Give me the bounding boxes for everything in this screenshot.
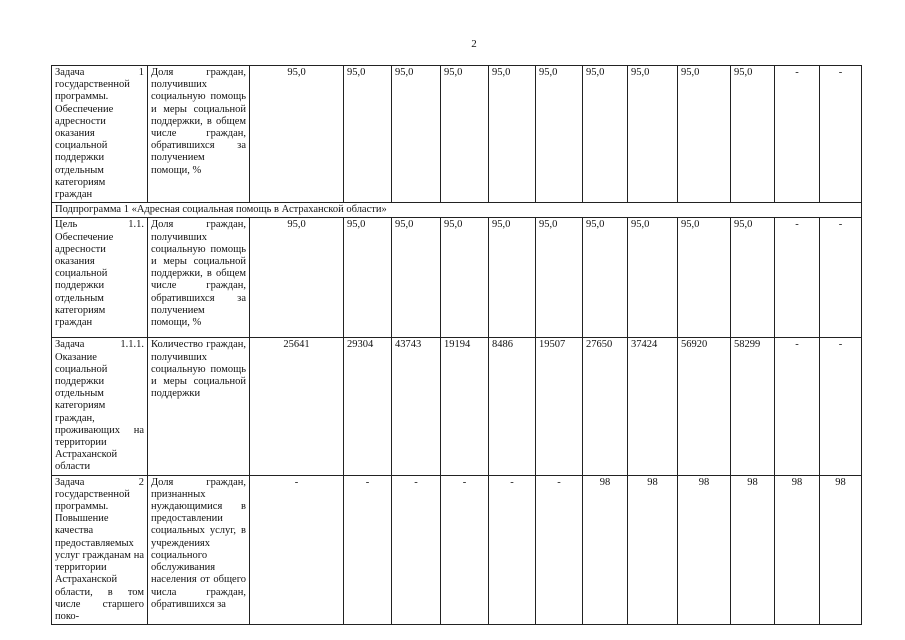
value-cell: 27650 (583, 338, 628, 475)
row-indicator: Количество граждан, получивших социальную помощь и меры социальной поддержки (148, 338, 250, 475)
value-cell: - (775, 218, 820, 338)
value-cell: 95,0 (392, 66, 441, 203)
table-row (52, 338, 862, 475)
value-cell: - (536, 475, 583, 624)
value-cell: 95,0 (583, 218, 628, 338)
value-cell: 98 (731, 475, 775, 624)
value-cell: - (344, 475, 392, 624)
value-cell: 37424 (628, 338, 678, 475)
value-cell: 98 (820, 475, 862, 624)
table-row (52, 66, 862, 203)
value-cell: 98 (678, 475, 731, 624)
row-indicator: Доля граждан, получивших социальную помощь и меры социальной поддержки, в общем числе граждан, обратившихся за получением помощи, % (148, 218, 250, 338)
indicators-table (51, 65, 862, 625)
value-cell: 95,0 (536, 218, 583, 338)
value-cell: - (820, 66, 862, 203)
value-cell: - (392, 475, 441, 624)
value-cell: - (775, 338, 820, 475)
value-cell: - (775, 66, 820, 203)
value-cell: 98 (775, 475, 820, 624)
row-indicator: Доля граждан, признанных нуждающимися в предоставлении социальных услуг, в учреждениях социального обслуживания населения от общего числа граждан, обратившихся за (148, 475, 250, 624)
value-cell: 95,0 (731, 66, 775, 203)
value-cell: - (250, 475, 344, 624)
value-cell: 95,0 (250, 66, 344, 203)
value-cell: 56920 (678, 338, 731, 475)
value-cell: 95,0 (344, 218, 392, 338)
row-label: Цель 1.1. Обеспечение адресности оказания социальной поддержки отдельным категориям граждан (52, 218, 148, 338)
value-cell: - (820, 218, 862, 338)
value-cell: - (441, 475, 489, 624)
value-cell: 98 (628, 475, 678, 624)
row-label: Задача 2 государственной программы. Повышение качества предоставляемых услуг гражданам на территории Астраханской области, в том числе старшего поко- (52, 475, 148, 624)
row-indicator: Доля граждан, получивших социальную помощь и меры социальной поддержки, в общем числе граждан, обратившихся за получением помощи, % (148, 66, 250, 203)
value-cell: 43743 (392, 338, 441, 475)
value-cell: 95,0 (392, 218, 441, 338)
value-cell: 95,0 (489, 218, 536, 338)
subprogram-row (52, 203, 862, 218)
table-row (52, 218, 862, 338)
value-cell: 19194 (441, 338, 489, 475)
value-cell: 95,0 (441, 66, 489, 203)
value-cell: 95,0 (441, 218, 489, 338)
value-cell: 95,0 (344, 66, 392, 203)
value-cell: 95,0 (489, 66, 536, 203)
row-label: Задача 1.1.1. Оказание социальной поддержки отдельным категориям граждан, проживающих на территории Астраханской области (52, 338, 148, 475)
value-cell: 95,0 (628, 218, 678, 338)
table-row (52, 475, 862, 624)
value-cell: 95,0 (628, 66, 678, 203)
value-cell: - (820, 338, 862, 475)
value-cell: 29304 (344, 338, 392, 475)
value-cell: 95,0 (678, 218, 731, 338)
value-cell: 98 (583, 475, 628, 624)
value-cell: 95,0 (731, 218, 775, 338)
value-cell: 95,0 (536, 66, 583, 203)
row-label: Задача 1 государственной программы. Обеспечение адресности оказания социальной поддержки отдельным категориям граждан (52, 66, 148, 203)
value-cell: 95,0 (583, 66, 628, 203)
value-cell: 95,0 (250, 218, 344, 338)
value-cell: 25641 (250, 338, 344, 475)
value-cell: 8486 (489, 338, 536, 475)
value-cell: 95,0 (678, 66, 731, 203)
subprogram-heading: Подпрограмма 1 «Адресная социальная помощь в Астраханской области» (52, 203, 862, 218)
value-cell: 19507 (536, 338, 583, 475)
value-cell: - (489, 475, 536, 624)
value-cell: 58299 (731, 338, 775, 475)
page-number: 2 (471, 38, 477, 50)
